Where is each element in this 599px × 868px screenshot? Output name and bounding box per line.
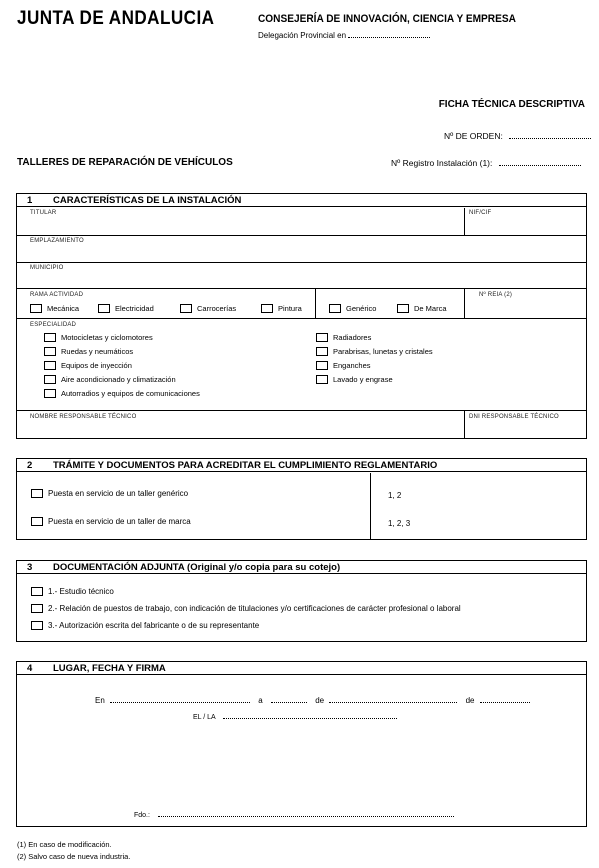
option-label: Motocicletas y ciclomotores bbox=[61, 333, 153, 342]
orden-field[interactable] bbox=[509, 131, 591, 139]
dni-label: DNI RESPONSABLE TÉCNICO bbox=[469, 414, 559, 420]
anio-field[interactable] bbox=[480, 695, 530, 703]
checkbox[interactable] bbox=[316, 375, 328, 384]
tramite-generico-docs: 1, 2 bbox=[388, 491, 402, 500]
ficha-title: FICHA TÉCNICA DESCRIPTIVA bbox=[438, 99, 585, 110]
section-title: LUGAR, FECHA Y FIRMA bbox=[53, 663, 166, 674]
lugar-field[interactable] bbox=[110, 695, 250, 703]
option-label: Puesta en servicio de un taller de marca bbox=[48, 517, 191, 526]
option-label: Mecánica bbox=[47, 304, 80, 313]
firma-line bbox=[134, 809, 454, 819]
checkbox[interactable] bbox=[30, 304, 42, 313]
option-label: De Marca bbox=[414, 304, 447, 313]
section-1-header bbox=[17, 194, 586, 207]
tramite-marca-docs: 1, 2, 3 bbox=[388, 519, 411, 528]
mes-field[interactable] bbox=[329, 695, 457, 703]
section-4-header bbox=[17, 662, 586, 675]
rama-row bbox=[17, 289, 586, 319]
fdo-label: Fdo.: bbox=[134, 812, 150, 819]
tramite-marca[interactable] bbox=[31, 517, 191, 526]
registro-field[interactable] bbox=[499, 158, 581, 166]
municipio-row[interactable] bbox=[17, 263, 586, 289]
ella-label: EL / LA bbox=[193, 714, 216, 721]
nif-label: NIF/CIF bbox=[469, 210, 492, 216]
emplazamiento-row[interactable] bbox=[17, 236, 586, 263]
esp-enganches[interactable] bbox=[316, 361, 371, 370]
option-label: Lavado y engrase bbox=[333, 375, 393, 384]
checkbox[interactable] bbox=[44, 375, 56, 384]
option-label: Carrocerías bbox=[197, 304, 237, 313]
checkbox[interactable] bbox=[316, 347, 328, 356]
tipo-option-generico[interactable] bbox=[329, 304, 376, 313]
orden-row: Nº DE ORDEN: bbox=[444, 131, 591, 141]
option-label: Autorradios y equipos de comunicaciones bbox=[61, 389, 200, 398]
firma-field[interactable] bbox=[158, 809, 454, 817]
responsable-label: NOMBRE RESPONSABLE TÉCNICO bbox=[30, 414, 137, 420]
esp-radiadores[interactable] bbox=[316, 333, 371, 342]
option-label: Pintura bbox=[278, 304, 302, 313]
rama-label: RAMA ACTIVIDAD bbox=[30, 292, 84, 298]
junta-logo: JUNTA DE ANDALUCIA bbox=[17, 8, 215, 29]
section-2-header bbox=[17, 459, 586, 472]
registro-row: Nº Registro Instalación (1): bbox=[391, 158, 581, 168]
rama-option-pintura[interactable] bbox=[261, 304, 302, 313]
esp-parabrisas[interactable] bbox=[316, 347, 433, 356]
checkbox[interactable] bbox=[31, 587, 43, 596]
checkbox[interactable] bbox=[31, 489, 43, 498]
footnote-1: (1) En caso de modificación. bbox=[17, 840, 112, 849]
esp-ruedas[interactable] bbox=[44, 347, 133, 356]
en-label: En bbox=[95, 696, 105, 705]
esp-lavado[interactable] bbox=[316, 375, 393, 384]
checkbox[interactable] bbox=[397, 304, 409, 313]
ella-field[interactable] bbox=[223, 711, 397, 719]
section-3-header bbox=[17, 561, 586, 574]
checkbox[interactable] bbox=[44, 361, 56, 370]
a-label: a bbox=[258, 696, 263, 705]
lugar-fecha-line bbox=[95, 695, 530, 705]
footnote-2: (2) Salvo caso de nueva industria. bbox=[17, 852, 131, 861]
checkbox[interactable] bbox=[98, 304, 110, 313]
section-number: 3 bbox=[27, 562, 33, 573]
de-label: de bbox=[465, 696, 475, 705]
option-label: Radiadores bbox=[333, 333, 372, 342]
ella-line bbox=[193, 711, 397, 721]
doc-estudio[interactable] bbox=[31, 587, 114, 596]
especialidad-row bbox=[17, 319, 586, 411]
section-4 bbox=[16, 661, 587, 827]
checkbox[interactable] bbox=[44, 347, 56, 356]
rama-option-mecanica[interactable] bbox=[30, 304, 79, 313]
option-label: Puesta en servicio de un taller genérico bbox=[48, 489, 189, 498]
rama-option-carrocerias[interactable] bbox=[180, 304, 236, 313]
municipio-label: MUNICIPIO bbox=[30, 265, 64, 271]
checkbox[interactable] bbox=[31, 604, 43, 613]
esp-motocicletas[interactable] bbox=[44, 333, 153, 342]
option-label: 1.- Estudio técnico bbox=[48, 587, 114, 596]
section-2 bbox=[16, 458, 587, 540]
section-number: 1 bbox=[27, 195, 33, 206]
option-label: Enganches bbox=[333, 361, 371, 370]
section-number: 4 bbox=[27, 663, 33, 674]
delegacion-label: Delegación Provincial en bbox=[258, 30, 430, 40]
doc-autorizacion[interactable] bbox=[31, 621, 259, 630]
section-number: 2 bbox=[27, 460, 33, 471]
checkbox[interactable] bbox=[31, 621, 43, 630]
section-title: CARACTERÍSTICAS DE LA INSTALACIÓN bbox=[53, 195, 242, 206]
dia-field[interactable] bbox=[271, 695, 307, 703]
especialidad-label: ESPECIALIDAD bbox=[30, 322, 77, 328]
option-label: 3.- Autorización escrita del fabricante o de su representante bbox=[48, 621, 260, 630]
option-label: Aire acondicionado y climatización bbox=[61, 375, 176, 384]
section-title: TRÁMITE Y DOCUMENTOS PARA ACREDITAR EL CUMPLIMIENTO REGLAMENTARIO bbox=[53, 460, 438, 471]
rama-option-electricidad[interactable] bbox=[98, 304, 154, 313]
checkbox[interactable] bbox=[261, 304, 273, 313]
delegacion-field[interactable] bbox=[348, 30, 430, 38]
tramite-generico[interactable] bbox=[31, 489, 188, 498]
checkbox[interactable] bbox=[44, 333, 56, 342]
titular-row[interactable] bbox=[17, 208, 586, 236]
checkbox[interactable] bbox=[180, 304, 192, 313]
titular-label: TITULAR bbox=[30, 210, 57, 216]
nreia-label: Nº REIA (2) bbox=[479, 292, 513, 298]
option-label: Electricidad bbox=[115, 304, 154, 313]
section-3 bbox=[16, 560, 587, 642]
checkbox[interactable] bbox=[44, 389, 56, 398]
checkbox[interactable] bbox=[316, 361, 328, 370]
checkbox[interactable] bbox=[31, 517, 43, 526]
section-title: DOCUMENTACIÓN ADJUNTA (Original y/o copia para su cotejo) bbox=[53, 562, 341, 573]
doc-relacion[interactable] bbox=[31, 604, 461, 613]
esp-autorradios[interactable] bbox=[44, 389, 200, 398]
consejeria-title: CONSEJERÍA DE INNOVACIÓN, CIENCIA Y EMPRESA bbox=[258, 13, 516, 25]
esp-inyeccion[interactable] bbox=[44, 361, 132, 370]
esp-aire[interactable] bbox=[44, 375, 176, 384]
option-label: 2.- Relación de puestos de trabajo, con indicación de titulaciones y/o certificaciones de carácter profesional o laboral bbox=[48, 604, 461, 613]
checkbox[interactable] bbox=[316, 333, 328, 342]
option-label: Genérico bbox=[346, 304, 377, 313]
section-1 bbox=[16, 193, 587, 439]
de-label: de bbox=[315, 696, 325, 705]
option-label: Parabrisas, lunetas y cristales bbox=[333, 347, 433, 356]
talleres-title: TALLERES DE REPARACIÓN DE VEHÍCULOS bbox=[17, 157, 233, 168]
emplazamiento-label: EMPLAZAMIENTO bbox=[30, 238, 84, 244]
option-label: Ruedas y neumáticos bbox=[61, 347, 134, 356]
responsable-row[interactable] bbox=[17, 411, 586, 438]
option-label: Equipos de inyección bbox=[61, 361, 132, 370]
checkbox[interactable] bbox=[329, 304, 341, 313]
tipo-option-marca[interactable] bbox=[397, 304, 447, 313]
